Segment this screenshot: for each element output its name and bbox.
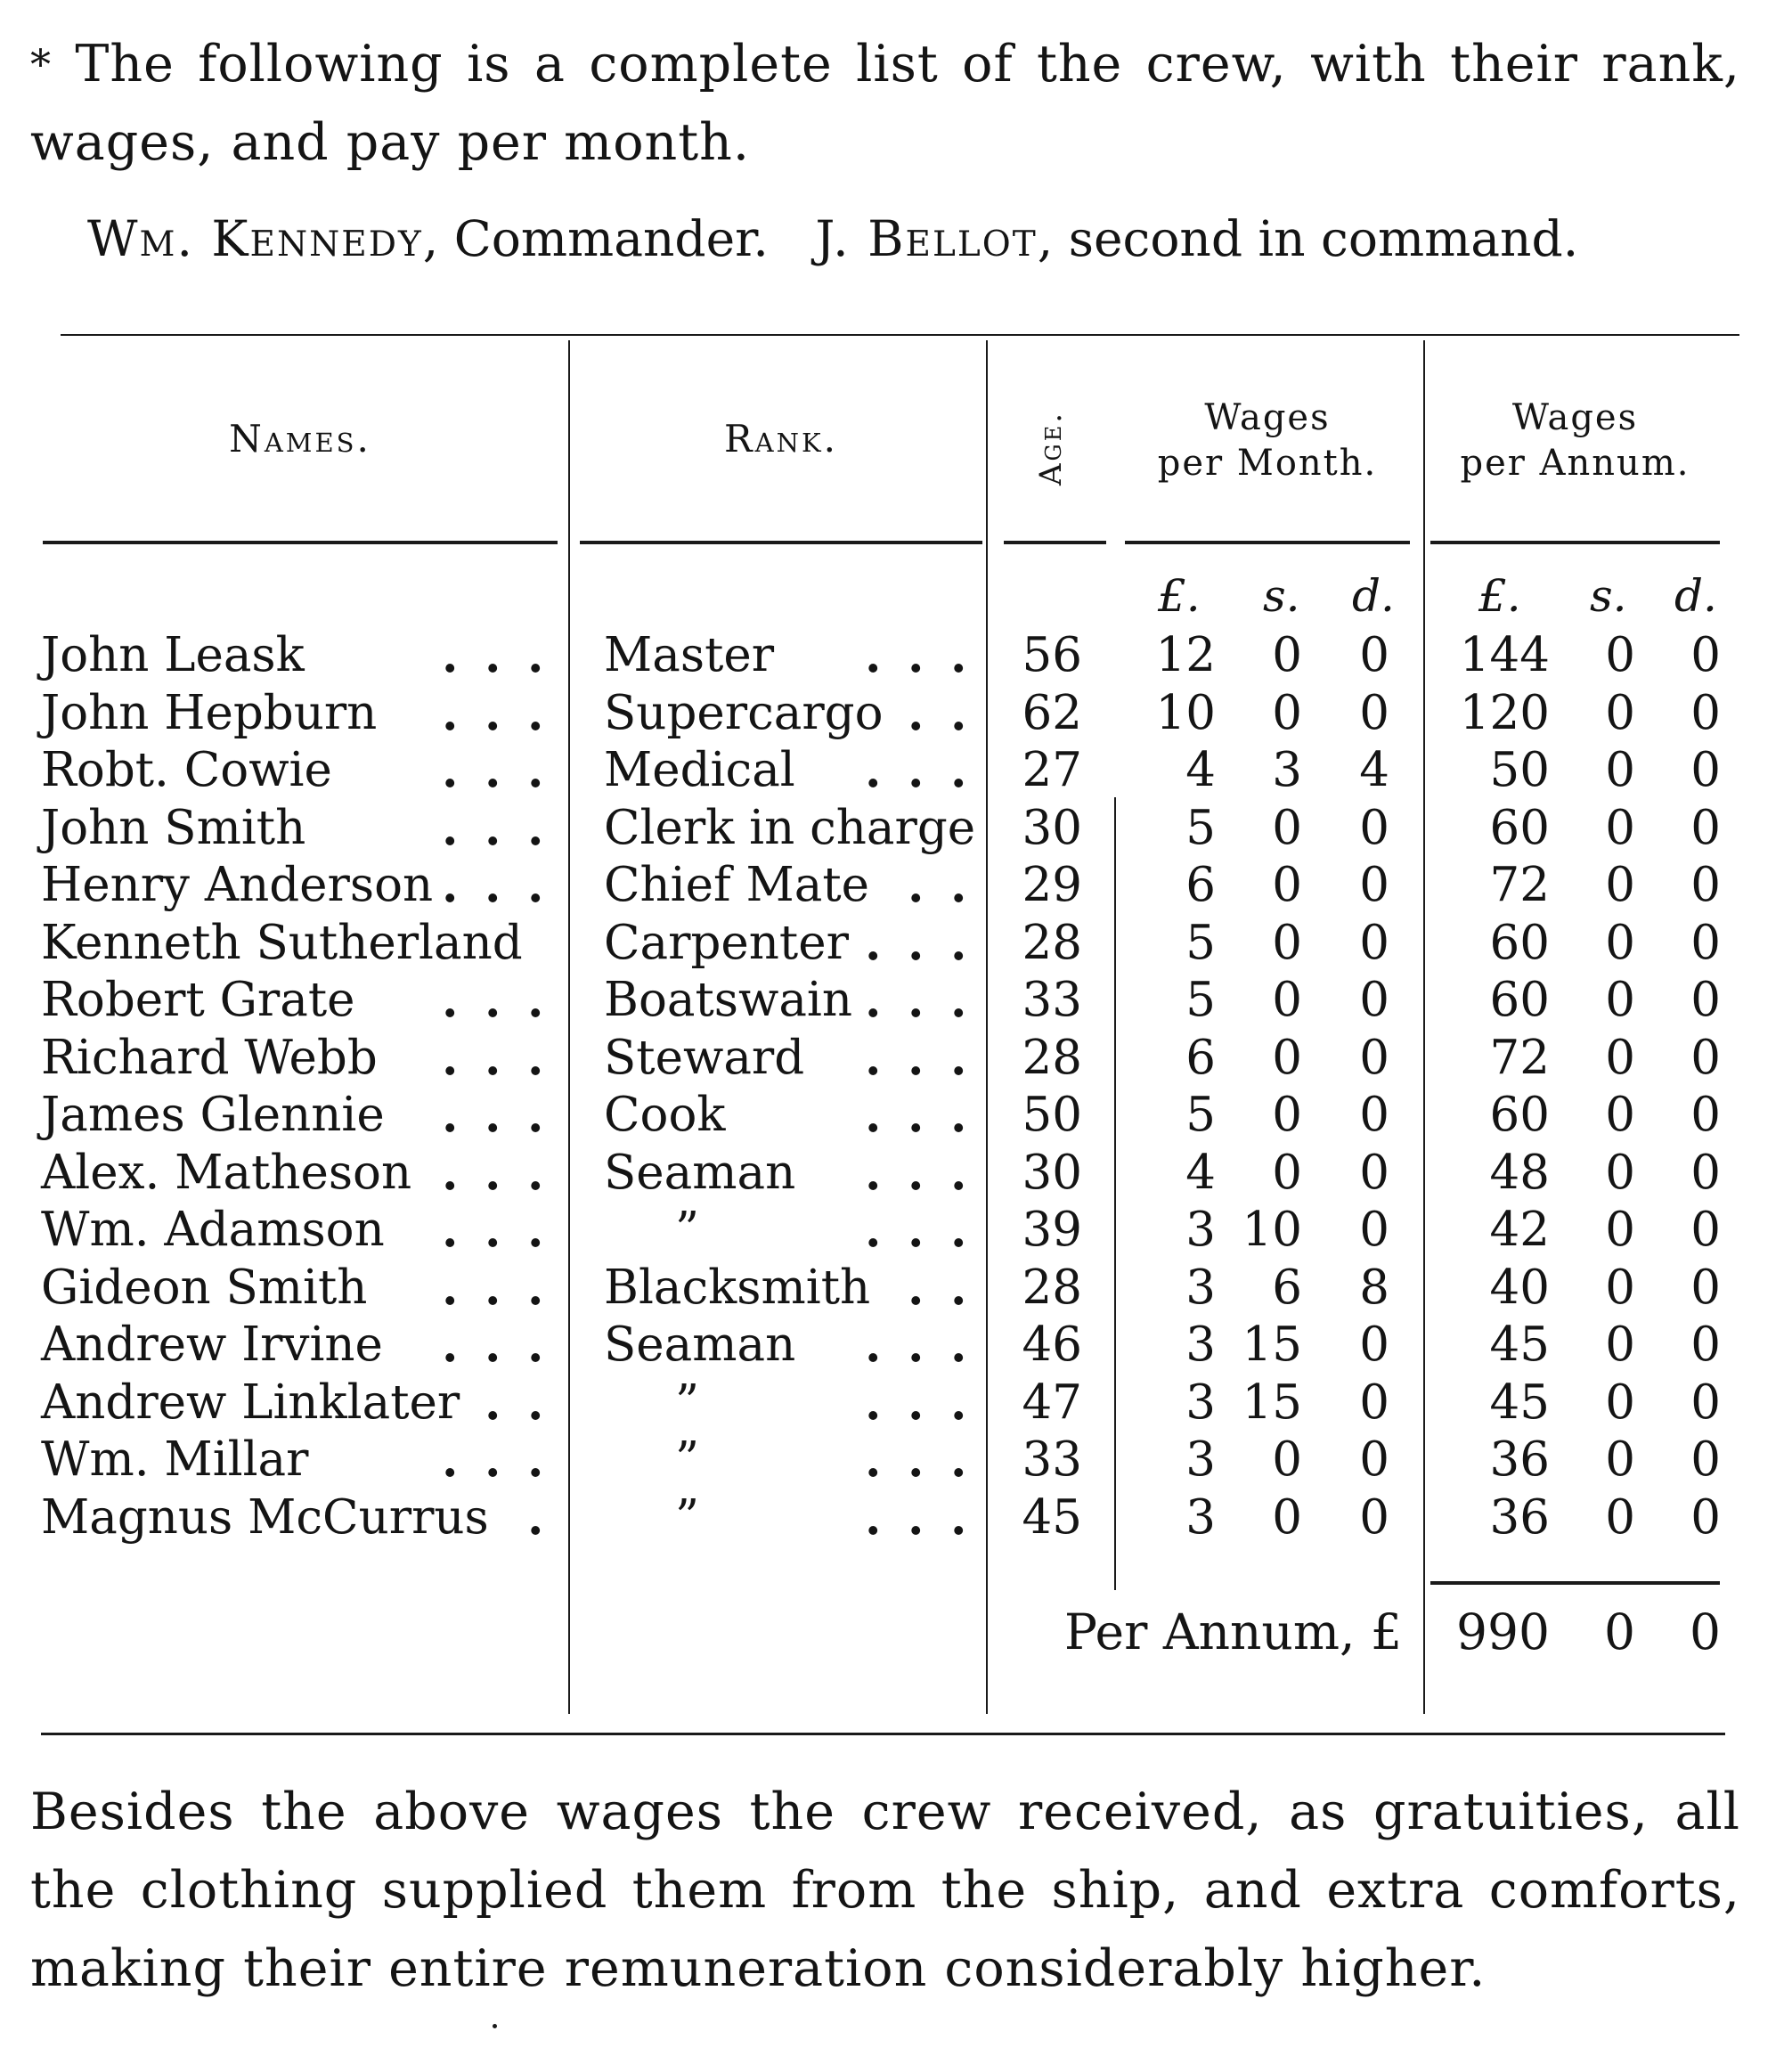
crew-age: 45 (1022, 1489, 1082, 1545)
leader-dot: . (865, 1375, 882, 1431)
table-row (0, 1317, 1792, 1374)
leader-dot: . (485, 1432, 501, 1488)
crew-age: 47 (1022, 1375, 1082, 1430)
crew-a-d: 0 (1690, 1203, 1721, 1257)
intro-paragraph (30, 25, 1740, 182)
names-header: Names. (229, 417, 371, 461)
crew-m-d: 0 (1359, 1489, 1389, 1545)
leader-dot: . (485, 1145, 501, 1201)
crew-a-l: 40 (1489, 1260, 1550, 1315)
crew-a-s: 0 (1605, 915, 1635, 970)
leader-dot: . (950, 1375, 967, 1431)
crew-a-s: 0 (1605, 1489, 1635, 1545)
crew-rank: Master (604, 628, 775, 682)
leader-dot: . (485, 973, 501, 1028)
crew-m-d: 0 (1359, 973, 1389, 1027)
leader-dot: . (442, 1432, 459, 1488)
crew-rank: Cook (604, 1088, 726, 1142)
crew-m-s: 0 (1272, 973, 1302, 1027)
leader-dot: . (950, 858, 967, 913)
total-rule (1430, 1581, 1720, 1585)
crew-rank: Steward (604, 1030, 805, 1085)
table-row (0, 1087, 1792, 1144)
crew-m-l: 6 (1185, 858, 1216, 912)
crew-age: 56 (1022, 628, 1082, 682)
leader-dot: . (442, 1203, 459, 1258)
crew-m-s: 0 (1272, 1145, 1302, 1200)
leader-dot: . (908, 1260, 925, 1316)
second-name: J. Bellot (815, 210, 1038, 267)
leader-dot: . (908, 743, 925, 798)
crew-a-s: 0 (1605, 973, 1635, 1027)
crew-a-l: 60 (1489, 915, 1550, 970)
crew-name: Wm. Adamson (41, 1203, 385, 1257)
crew-a-s: 0 (1605, 1145, 1635, 1200)
crew-name: Robert Grate (41, 973, 355, 1027)
commander-title: , Commander. (422, 210, 769, 267)
crew-name: Magnus McCurrus (41, 1489, 489, 1545)
crew-a-d: 0 (1690, 1030, 1721, 1085)
crew-a-l: 36 (1489, 1432, 1550, 1487)
crew-a-l: 60 (1489, 1088, 1550, 1142)
leader-dot: . (527, 685, 544, 741)
leader-dot: . (908, 1030, 925, 1086)
crew-a-l: 48 (1489, 1145, 1550, 1200)
leader-dot: . (865, 1088, 882, 1143)
leader-dot: . (527, 1489, 544, 1546)
leader-dot: . (485, 743, 501, 798)
crew-age: 27 (1022, 743, 1082, 797)
leader-dot: . (442, 800, 459, 856)
leader-dot: . (950, 1489, 967, 1546)
leader-dot: . (485, 858, 501, 913)
stray-dot (493, 2024, 497, 2028)
header-rule-age (1004, 541, 1106, 544)
wages-month-header-line2: per Month. (1157, 443, 1378, 484)
leader-dot: . (950, 1318, 967, 1373)
crew-m-d: 0 (1359, 1088, 1389, 1142)
leader-dot: . (950, 1030, 967, 1086)
leader-dot: . (527, 1375, 544, 1431)
leader-dot: . (908, 1088, 925, 1143)
leader-dot: . (865, 1203, 882, 1258)
leader-dot: . (908, 1432, 925, 1488)
table-row (0, 627, 1792, 684)
leader-dot: . (950, 628, 967, 683)
crew-m-d: 0 (1359, 1203, 1389, 1257)
header-rule-annum (1430, 541, 1720, 544)
crew-a-s: 0 (1605, 858, 1635, 912)
table-row (0, 742, 1792, 799)
total-pence: 0 (1690, 1603, 1721, 1660)
crew-name: Kenneth Sutherland (41, 915, 523, 970)
crew-m-s: 0 (1272, 1030, 1302, 1085)
leader-dot: . (527, 858, 544, 913)
top-rule (61, 334, 1739, 336)
crew-a-l: 72 (1489, 1030, 1550, 1085)
crew-m-s: 0 (1272, 858, 1302, 912)
crew-a-l: 36 (1489, 1489, 1550, 1545)
crew-rank: Boatswain (604, 973, 853, 1027)
crew-a-d: 0 (1690, 1432, 1721, 1487)
crew-rank: Seaman (604, 1318, 796, 1372)
crew-m-d: 0 (1359, 628, 1389, 682)
crew-a-l: 60 (1489, 973, 1550, 1027)
leader-dot: . (442, 1088, 459, 1143)
crew-m-s: 15 (1242, 1375, 1302, 1430)
crew-m-s: 0 (1272, 800, 1302, 855)
crew-m-l: 4 (1185, 743, 1216, 797)
crew-m-l: 10 (1155, 685, 1216, 740)
crew-a-l: 60 (1489, 800, 1550, 855)
leader-dot: . (527, 1030, 544, 1086)
crew-name: Andrew Linklater (41, 1375, 460, 1430)
leader-dot: . (908, 915, 925, 971)
crew-a-d: 0 (1690, 743, 1721, 797)
outro-paragraph: Besides the above wages the crew received, as gratuities, all the clothing supplied them from the ship, and extra comforts, making their entire remuneration considerably higher. (30, 1783, 1740, 1998)
bottom-rule (41, 1733, 1725, 1735)
leader-dot: . (485, 800, 501, 856)
table-row (0, 972, 1792, 1029)
crew-name: Alex. Matheson (41, 1145, 412, 1200)
leader-dot: . (908, 1489, 925, 1546)
leader-dot: . (908, 1145, 925, 1201)
crew-m-l: 12 (1155, 628, 1216, 682)
officers-line (87, 210, 1578, 267)
leader-dot: . (527, 1088, 544, 1143)
crew-rank: Medical (604, 743, 795, 797)
leader-dot: . (442, 1030, 459, 1086)
crew-a-d: 0 (1690, 915, 1721, 970)
table-row (0, 1202, 1792, 1259)
header-rule-names (43, 541, 558, 544)
crew-a-d: 0 (1690, 1260, 1721, 1315)
crew-name: John Hepburn (41, 685, 378, 740)
crew-m-d: 8 (1359, 1260, 1389, 1315)
leader-dot: . (527, 743, 544, 798)
crew-name: John Leask (41, 628, 305, 682)
crew-name: James Glennie (41, 1088, 385, 1142)
leader-dot: . (485, 1375, 501, 1431)
leader-dot: . (527, 1318, 544, 1373)
table-row (0, 1432, 1792, 1489)
crew-rank: Chief Mate (604, 858, 869, 912)
crew-m-s: 0 (1272, 1489, 1302, 1545)
table-row (0, 1145, 1792, 1202)
table-row (0, 685, 1792, 742)
month-pence-unit: d. (1352, 570, 1395, 622)
leader-dot: . (485, 628, 501, 683)
crew-a-d: 0 (1690, 1145, 1721, 1200)
crew-a-l: 144 (1459, 628, 1550, 682)
crew-a-l: 45 (1489, 1375, 1550, 1430)
crew-m-l: 5 (1185, 915, 1216, 970)
crew-a-l: 50 (1489, 743, 1550, 797)
leader-dot: . (485, 1203, 501, 1258)
crew-rank: ” (675, 1432, 700, 1487)
crew-a-d: 0 (1690, 1489, 1721, 1545)
crew-a-l: 42 (1489, 1203, 1550, 1257)
leader-dot: . (527, 1145, 544, 1201)
table-row (0, 915, 1792, 972)
crew-m-d: 0 (1359, 858, 1389, 912)
crew-m-l: 3 (1185, 1203, 1216, 1257)
crew-rank: Supercargo (604, 685, 884, 740)
crew-name: Henry Anderson (41, 858, 434, 912)
commander-name: Wm. Kennedy (87, 210, 423, 267)
annum-shillings-unit: s. (1590, 570, 1627, 622)
leader-dot: . (865, 628, 882, 683)
crew-age: 28 (1022, 1030, 1082, 1085)
crew-name: John Smith (41, 800, 306, 855)
leader-dot: . (865, 1318, 882, 1373)
month-pounds-unit: £. (1158, 570, 1201, 622)
leader-dot: . (485, 1030, 501, 1086)
crew-m-d: 0 (1359, 1432, 1389, 1487)
crew-age: 50 (1022, 1088, 1082, 1142)
col-divider-4 (1423, 340, 1425, 1714)
leader-dot: . (442, 1260, 459, 1316)
crew-a-s: 0 (1605, 1432, 1635, 1487)
crew-a-d: 0 (1690, 1088, 1721, 1142)
leader-dot: . (442, 1145, 459, 1201)
crew-rank: Blacksmith (604, 1260, 871, 1315)
crew-rank: ” (675, 1489, 700, 1545)
crew-a-s: 0 (1605, 1318, 1635, 1372)
crew-m-d: 0 (1359, 1375, 1389, 1430)
crew-rank: Seaman (604, 1145, 796, 1200)
crew-m-s: 0 (1272, 1088, 1302, 1142)
wages-month-header-line1: Wages (1204, 397, 1331, 438)
crew-m-s: 15 (1242, 1318, 1302, 1372)
leader-dot: . (950, 1088, 967, 1143)
crew-m-l: 5 (1185, 973, 1216, 1027)
leader-dot: . (485, 1318, 501, 1373)
leader-dot: . (908, 973, 925, 1028)
crew-a-d: 0 (1690, 973, 1721, 1027)
leader-dot: . (950, 973, 967, 1028)
leader-dot: . (865, 743, 882, 798)
crew-name: Robt. Cowie (41, 743, 332, 797)
leader-dot: . (950, 685, 967, 741)
crew-age: 30 (1022, 1145, 1082, 1200)
leader-dot: . (442, 685, 459, 741)
crew-name: Richard Webb (41, 1030, 378, 1085)
crew-a-s: 0 (1605, 1375, 1635, 1430)
col-divider-3 (1114, 797, 1116, 1590)
crew-a-s: 0 (1605, 685, 1635, 740)
crew-age: 28 (1022, 1260, 1082, 1315)
crew-rank: ” (675, 1203, 700, 1257)
crew-m-d: 0 (1359, 1318, 1389, 1372)
annum-pounds-unit: £. (1478, 570, 1521, 622)
crew-age: 28 (1022, 915, 1082, 970)
crew-m-l: 4 (1185, 1145, 1216, 1200)
crew-rank: Carpenter (604, 915, 849, 970)
leader-dot: . (442, 858, 459, 913)
crew-a-d: 0 (1690, 628, 1721, 682)
crew-m-d: 0 (1359, 1030, 1389, 1085)
crew-age: 29 (1022, 858, 1082, 912)
total-pounds: 990 (1456, 1603, 1550, 1660)
crew-a-l: 72 (1489, 858, 1550, 912)
leader-dot: . (865, 1432, 882, 1488)
crew-a-s: 0 (1605, 1260, 1635, 1315)
leader-dot: . (908, 1375, 925, 1431)
table-row (0, 1030, 1792, 1087)
leader-dot: . (908, 1203, 925, 1258)
crew-m-l: 5 (1185, 800, 1216, 855)
leader-dot: . (865, 973, 882, 1028)
crew-age: 62 (1022, 685, 1082, 740)
leader-dot: . (950, 1432, 967, 1488)
table-row (0, 1260, 1792, 1317)
crew-a-s: 0 (1605, 1203, 1635, 1257)
crew-rank: ” (675, 1375, 700, 1430)
total-shillings: 0 (1604, 1603, 1635, 1660)
crew-m-l: 5 (1185, 1088, 1216, 1142)
table-row (0, 857, 1792, 914)
age-header: Age. (1033, 410, 1069, 485)
crew-a-d: 0 (1690, 1318, 1721, 1372)
crew-age: 30 (1022, 800, 1082, 855)
crew-m-d: 0 (1359, 685, 1389, 740)
crew-a-s: 0 (1605, 1030, 1635, 1085)
col-divider-2 (986, 340, 988, 1714)
crew-m-s: 0 (1272, 685, 1302, 740)
crew-a-s: 0 (1605, 628, 1635, 682)
crew-age: 39 (1022, 1203, 1082, 1257)
leader-dot: . (527, 628, 544, 683)
crew-m-s: 0 (1272, 628, 1302, 682)
leader-dot: . (485, 1260, 501, 1316)
table-row (0, 1489, 1792, 1546)
rank-header: Rank. (724, 417, 838, 461)
crew-a-d: 0 (1690, 858, 1721, 912)
crew-a-s: 0 (1605, 1088, 1635, 1142)
month-shillings-unit: s. (1263, 570, 1300, 622)
leader-dot: . (950, 1203, 967, 1258)
leader-dot: . (865, 915, 882, 971)
leader-dot: . (527, 800, 544, 856)
crew-name: Wm. Millar (41, 1432, 309, 1487)
crew-a-l: 45 (1489, 1318, 1550, 1372)
col-divider-1 (568, 340, 570, 1714)
leader-dot: . (442, 628, 459, 683)
wages-annum-header-line2: per Annum. (1460, 443, 1690, 484)
leader-dot: . (442, 1318, 459, 1373)
crew-m-l: 3 (1185, 1489, 1216, 1545)
leader-dot: . (442, 973, 459, 1028)
crew-name: Gideon Smith (41, 1260, 368, 1315)
crew-a-s: 0 (1605, 743, 1635, 797)
leader-dot: . (442, 743, 459, 798)
leader-dot: . (908, 1318, 925, 1373)
crew-m-l: 3 (1185, 1375, 1216, 1430)
header-rule-month (1125, 541, 1410, 544)
crew-a-d: 0 (1690, 800, 1721, 855)
leader-dot: . (908, 685, 925, 741)
leader-dot: . (865, 1489, 882, 1546)
annum-pence-unit: d. (1674, 570, 1717, 622)
table-row (0, 800, 1792, 857)
crew-a-d: 0 (1690, 685, 1721, 740)
leader-dot: . (865, 1145, 882, 1201)
leader-dot: . (527, 973, 544, 1028)
footnote-marker: * (30, 40, 52, 88)
intro-text: The following is a complete list of the crew, with their rank, wages, and pay per month. (30, 35, 1740, 172)
crew-m-d: 0 (1359, 800, 1389, 855)
crew-m-s: 10 (1242, 1203, 1302, 1257)
leader-dot: . (485, 1088, 501, 1143)
header-rule-rank (580, 541, 982, 544)
crew-m-l: 3 (1185, 1260, 1216, 1315)
crew-rank: Clerk in charge (604, 800, 976, 855)
crew-name: Andrew Irvine (41, 1318, 383, 1372)
crew-m-d: 0 (1359, 915, 1389, 970)
leader-dot: . (950, 1260, 967, 1316)
leader-dot: . (950, 915, 967, 971)
leader-dot: . (527, 1260, 544, 1316)
per-annum-label: Per Annum, £ (1064, 1603, 1402, 1660)
second-title: , second in command. (1037, 210, 1579, 267)
crew-m-l: 3 (1185, 1318, 1216, 1372)
crew-a-d: 0 (1690, 1375, 1721, 1430)
table-row (0, 1375, 1792, 1432)
crew-age: 33 (1022, 1432, 1082, 1487)
crew-m-s: 0 (1272, 915, 1302, 970)
leader-dot: . (527, 1203, 544, 1258)
leader-dot: . (908, 858, 925, 913)
leader-dot: . (485, 685, 501, 741)
crew-age: 46 (1022, 1318, 1082, 1372)
leader-dot: . (950, 743, 967, 798)
crew-m-s: 0 (1272, 1432, 1302, 1487)
leader-dot: . (908, 628, 925, 683)
crew-m-s: 3 (1272, 743, 1302, 797)
leader-dot: . (950, 1145, 967, 1201)
crew-m-l: 6 (1185, 1030, 1216, 1085)
leader-dot: . (527, 1432, 544, 1488)
wages-annum-header-line1: Wages (1511, 397, 1639, 438)
crew-a-s: 0 (1605, 800, 1635, 855)
crew-m-l: 3 (1185, 1432, 1216, 1487)
crew-age: 33 (1022, 973, 1082, 1027)
crew-m-d: 4 (1359, 743, 1389, 797)
crew-m-d: 0 (1359, 1145, 1389, 1200)
crew-m-s: 6 (1272, 1260, 1302, 1315)
leader-dot: . (865, 1030, 882, 1086)
crew-a-l: 120 (1459, 685, 1550, 740)
